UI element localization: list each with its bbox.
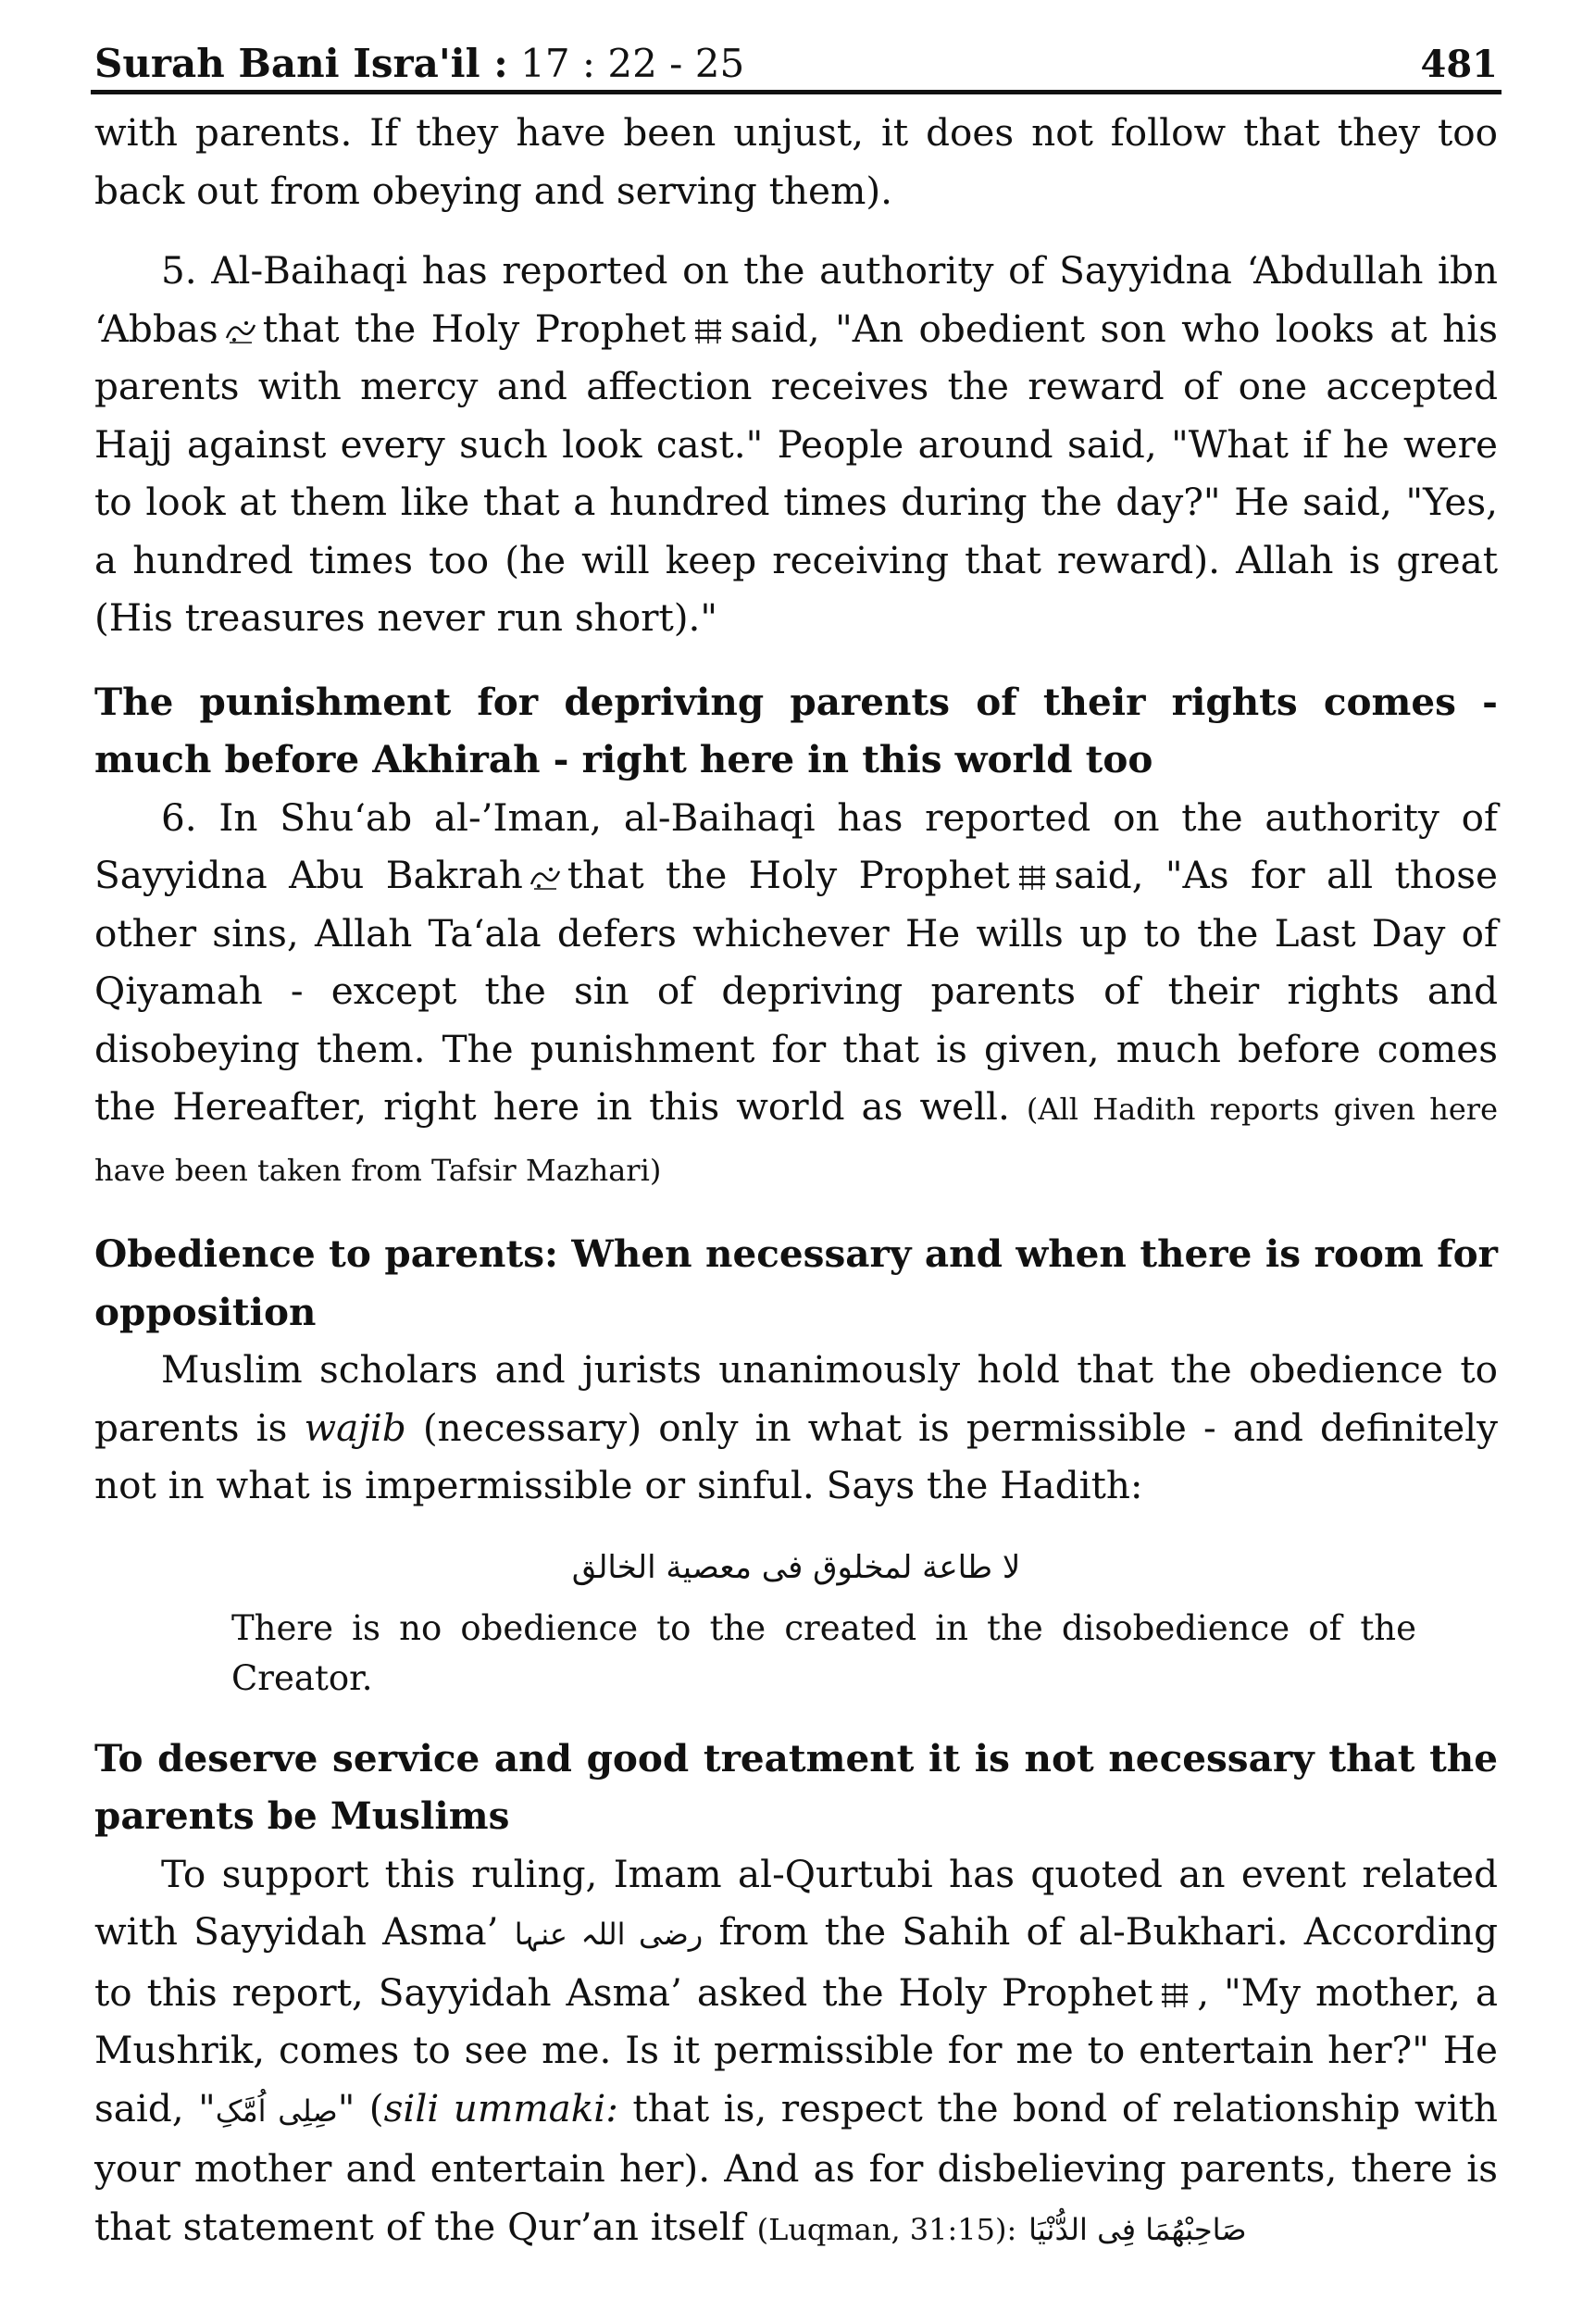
paragraph-5-part-a: 5. Al-Baihaqi has reported on the authority of Sayyidna ‘Abdullah ibn ‘Abbas bbox=[94, 248, 1498, 351]
paragraph-5-part-b: that the Holy Prophet bbox=[262, 306, 686, 351]
arabic-hadith-text: لا طاعة لمخلوق فی معصیة الخالق bbox=[571, 1548, 1021, 1586]
term-wajib: wajib bbox=[304, 1405, 406, 1450]
book-page bbox=[91, 37, 1501, 2258]
running-header bbox=[91, 37, 1501, 94]
paragraph-qurtubi-part-e: that is, respect the bond of relationship with your mother and entertain her). And as for disbelieving parents, there is that statement of the Qur’an itself bbox=[94, 2085, 1498, 2249]
paragraph-qurtubi bbox=[91, 1845, 1501, 2259]
paragraph-qurtubi-part-d: " ( bbox=[337, 2085, 384, 2130]
paragraph-6-part-a: 6. In Shu‘ab al-’Iman, al-Baihaqi has reported on the authority of Sayyidna Abu Bakrah bbox=[94, 794, 1498, 897]
paragraph-5-part-c: said, "An obedient son who looks at his parents with mercy and affection receives the reward of one accepted Hajj against every such look cast." People around said, "What if he were to look at them like that a hundred times during the day?" He said, "Yes, a hundred times too (he will keep receiving that reward). Allah is great (His treasures never run short)." bbox=[94, 306, 1498, 640]
paragraph-obedience-part-a: Muslim scholars and jurists unanimously hold that the obedience to parents is bbox=[94, 1347, 1498, 1450]
verse-range: 17 : 22 - 25 bbox=[520, 41, 745, 86]
hadith-translation: There is no obedience to the created in the disobedience of the Creator. bbox=[231, 1607, 1416, 1698]
paragraph-qurtubi-part-a: To support this ruling, Imam al-Qurtubi has quoted an event related with Sayyidah Asma’ bbox=[94, 1851, 1498, 1954]
arabic-radi-allahu-anha: رضی اللہ عنہا bbox=[514, 1917, 704, 1952]
radi-allahu-anhu-icon bbox=[224, 318, 257, 345]
page-number: 481 bbox=[1420, 43, 1498, 86]
radi-allahu-anhu-icon bbox=[529, 864, 562, 892]
arabic-quran-quote: صَاحِبْهُمَا فِی الدُّنْیَا bbox=[1028, 2211, 1247, 2247]
sallallahu-alaihi-wasallam-icon bbox=[692, 318, 725, 345]
section-heading-service: To deserve service and good treatment it is not necessary that the parents be Muslims bbox=[94, 1735, 1498, 1838]
paragraph-qurtubi-part-b: from the Sahih of al-Bukhari. According to this report, Sayyidah Asma’ asked the Holy Prophet bbox=[94, 1909, 1499, 2015]
paragraph-qurtubi-part-c: , "My mother, a Mushrik, comes to see me. Is it permissible for me to entertain her?" He said, " bbox=[94, 1969, 1498, 2130]
arabic-sili-ummaki: صِلِی اُمَّکِ bbox=[215, 2093, 338, 2129]
paragraph-6-part-b: that the Holy Prophet bbox=[567, 853, 1010, 897]
paragraph-obedience-part-b: (necessary) only in what is permissible - and definitely not in what is impermissible or sinful. Says the Hadith: bbox=[94, 1405, 1499, 1507]
continuation-paragraph: with parents. If they have been unjust, it does not follow that they too back out from obeying and serving them). bbox=[94, 110, 1498, 213]
quran-reference: (Luqman, 31:15): bbox=[756, 2211, 1017, 2247]
transliteration: sili ummaki: bbox=[383, 2085, 618, 2130]
section-heading-punishment: The punishment for depriving parents of their rights comes - much before Akhirah - right here in this world too bbox=[94, 679, 1498, 781]
paragraph-6 bbox=[91, 789, 1501, 1200]
surah-title: Surah Bani Isra'il : bbox=[94, 41, 508, 86]
section-heading-obedience: Obedience to parents: When necessary and when there is room for opposition bbox=[94, 1231, 1498, 1334]
source-note: (All Hadith reports given here have been taken from Tafsir Mazhari) bbox=[94, 1092, 1499, 1188]
paragraph-obedience bbox=[91, 1341, 1501, 1515]
chapter-reference bbox=[94, 41, 744, 86]
paragraph-5 bbox=[91, 242, 1501, 647]
paragraph-6-part-c: said, "As for all those other sins, Allah Ta‘ala defers whichever He wills up to the Last Day of Qiyamah - except the sin of depriving parents of their rights and disobeying them. The punishment for that is given, much before comes the Hereafter, right here in this world as well. bbox=[94, 853, 1498, 1129]
sallallahu-alaihi-wasallam-icon bbox=[1016, 864, 1049, 892]
sallallahu-alaihi-wasallam-icon bbox=[1158, 1981, 1191, 2009]
